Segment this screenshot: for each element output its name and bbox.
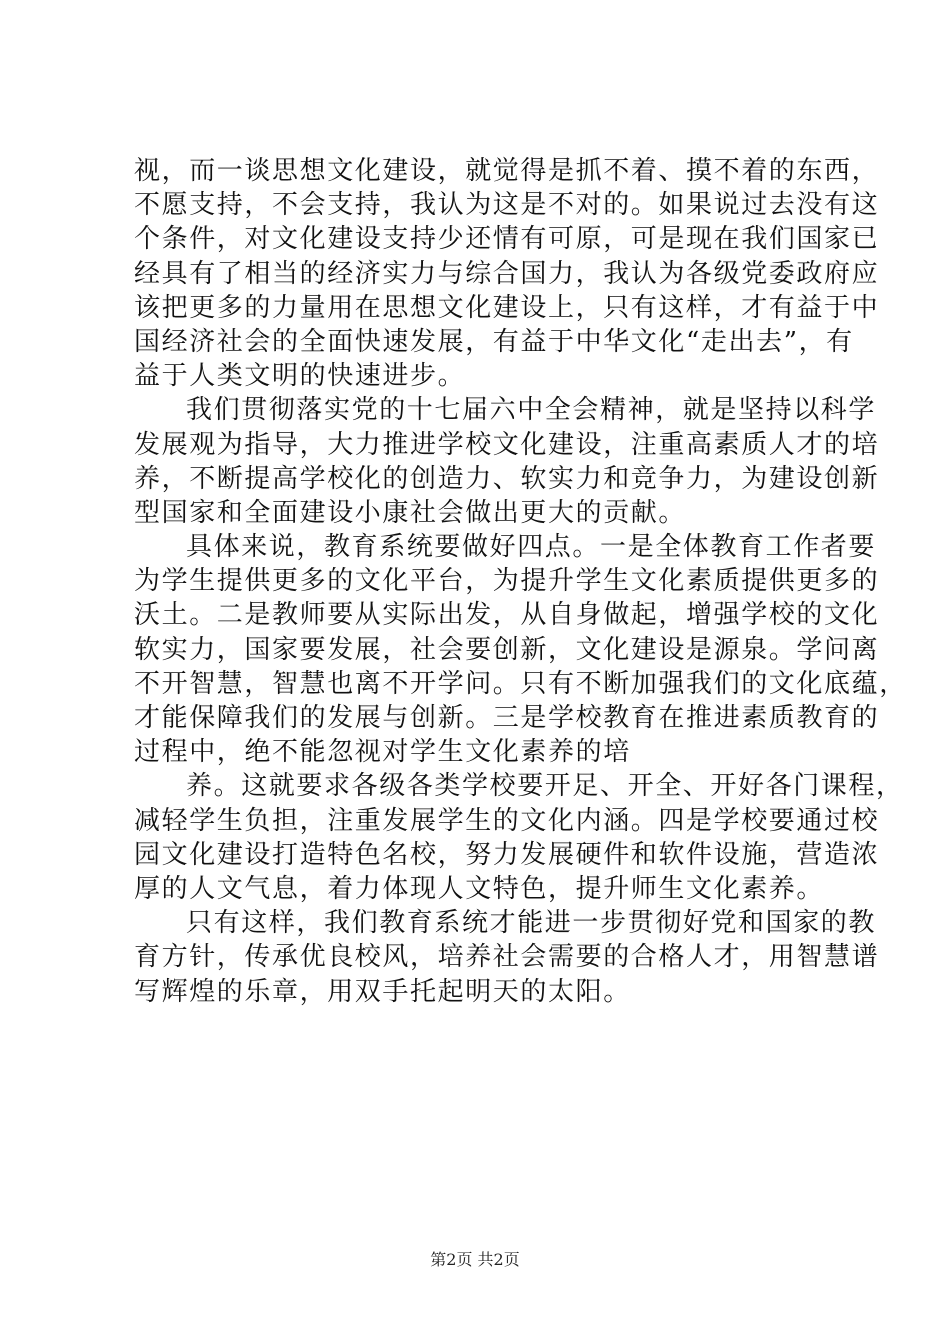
text-line: 不愿支持，不会支持，我认为这是不对的。如果说过去没有这 (134, 190, 880, 221)
paragraph-start-line: 具体来说，教育系统要做好四点。一是全体教育工作者要 (186, 532, 877, 563)
text-line: 软实力，国家要发展，社会要创新，文化建设是源泉。学问离 (134, 634, 880, 665)
text-line: 过程中，绝不能忽视对学生文化素养的培 (134, 737, 631, 768)
text-line: 写辉煌的乐章，用双手托起明天的太阳。 (134, 976, 631, 1007)
text-line: 视，而一谈思想文化建设，就觉得是抓不着、摸不着的东西， (134, 156, 880, 186)
text-line: 为学生提供更多的文化平台，为提升学生文化素质提供更多的 (134, 566, 880, 597)
text-line: 益于人类文明的快速进步。 (134, 361, 466, 392)
text-line: 型国家和全面建设小康社会做出更大的贡献。 (134, 497, 687, 528)
document-body (134, 154, 907, 1009)
paragraph-start-line: 我们贯彻落实党的十七届六中全会精神，就是坚持以科学 (186, 395, 877, 426)
text-line: 发展观为指导，大力推进学校文化建设，注重高素质人才的培 (134, 429, 880, 460)
text-line: 沃土。二是教师要从实际出发，从自身做起，增强学校的文化 (134, 600, 880, 631)
text-line: 该把更多的力量用在思想文化建设上，只有这样，才有益于中 (134, 292, 880, 323)
paragraph-start-line: 只有这样，我们教育系统才能进一步贯彻好党和国家的教 (186, 908, 877, 939)
text-line: 养，不断提高学校化的创造力、软实力和竞争力，为建设创新 (134, 463, 880, 494)
text-line: 经具有了相当的经济实力与综合国力，我认为各级党委政府应 (134, 258, 880, 289)
paragraph-start-line: 养。这就要求各级各类学校要开足、开全、开好各门课程， (186, 771, 904, 802)
text-line: 不开智慧，智慧也离不开学问。只有不断加强我们的文化底蕴， (134, 668, 907, 699)
text-line: 育方针，传承优良校风，培养社会需要的合格人才，用智慧谱 (134, 942, 880, 973)
text-line: 国经济社会的全面快速发展，有益于中华文化“走出去”，有 (134, 326, 854, 357)
text-line: 厚的人文气息，着力体现人文特色，提升师生文化素养。 (134, 873, 825, 904)
text-line: 才能保障我们的发展与创新。三是学校教育在推进素质教育的 (134, 703, 880, 733)
page-number-footer: 第2页 共2页 (430, 1250, 520, 1269)
text-line: 个条件，对文化建设支持少还情有可原，可是现在我们国家已 (134, 224, 880, 255)
text-line: 园文化建设打造特色名校，努力发展硬件和软件设施，营造浓 (134, 839, 880, 870)
text-line: 减轻学生负担，注重发展学生的文化内涵。四是学校要通过校 (134, 805, 880, 836)
